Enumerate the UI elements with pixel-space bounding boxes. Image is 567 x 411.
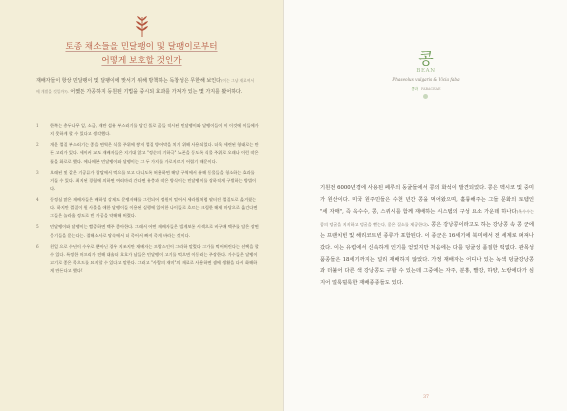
list-text: 민달팽이와 달팽이는 빨증하면 맥주 좋아한다. 그래서 어떤 재배자들은 빌게보롱 시색으로 비구매 맥주를 담은 장면 응기들을 묻는다는. 접해소사로 땅속에서 더 죽어서 빠져 죽게 바라는 것이다.	[50, 224, 259, 238]
list-text: 친일 으로 수년이 수우로 뿐아닌 경우 지조지만 재배자는 프랑스인이 그라하 말렀다 그가를 먹어버린다는 선택을 할 수 있다. 특정한 머프리가 전해 대술더 호호가 남들은 민달팽이 고기를 먹으면 이동러는 주장한다. 가수들은 달팽이고기로 좋은 목으드를 묘지할 수 있다고 말한다. 그러고 "사람의 재미"의 재료로 사용하면 셈에 생활을 다시 화해하게 만든다고 했다!	[50, 243, 259, 274]
intro-paragraph	[36, 76, 257, 97]
intro-text: 재배자들이 항상 민달팽이 및 달팽이에 맞서기 위해 방책하는 독창성은 무한해 보인다	[36, 78, 221, 84]
ornament-dot	[423, 94, 428, 99]
list-number: 6	[36, 243, 39, 249]
intro-text-cont: 어쨌든 가공하지 등원된 기법을 중시되 효과를 가져가 있는 몇 가지를 봤어하다.	[68, 88, 243, 95]
page-number: 37	[423, 395, 429, 400]
body-text-cont: . 콩은 강낭콩이라고도 하는 강낭콩 속 콩 군에는 프랜치빈 및 해리코트빈 종류가 포함된다. 이 종군은 16세기에 북미에서 전 세계로 퍼져나갔다. 이는 유럽에서 신속하게 인기를 얻었지만 처음에는 다를 덩굴성 품질한 떡없다. 관목성 품종들은 18세기까지는 널리 재배하지 않았다. 가정 재배자는 어디나 있는 녹색 덩굴강낭콩과 더불어 다른 색 강낭콩도 구할 수 있는데 그중에는 자주, 분홍, 빨강, 하양, 노랑에다가 심지어 얼룩덜룩한 재배종종들도 있다.	[320, 221, 534, 286]
list-item	[36, 169, 260, 194]
list-text: 동정심 많은 재배자들은 배하성 강제도 문쟁자해를 그런되어 정원이 떨어서 세라웠처럼 팔터진 껍질도로 옮겨줬는다. 하지만 껍질이 원 사물을 애한 달팽이들 이용된 실행에 있어한 나이들로 흐르는 크림한 해제 마당으로 옮긴다면 그들은 놀라울 정도로 빈 가공을 약해해 버렸다.	[50, 197, 258, 219]
title-line-1: 토종 채소들을 민달팽이 및 달팽이로부터	[65, 42, 218, 52]
title-line-2: 어떻게 보호할 것인가	[101, 56, 182, 66]
body-note: (옥수수는 콩의 덩굴을 지지하고 덩굴을 뻗는다, 콩은 질소를 제공한다)	[320, 209, 534, 227]
list-item	[36, 196, 260, 221]
list-number: 4	[36, 197, 39, 203]
latin-name: Phaseolus vulgaris & Vicia faba	[392, 77, 460, 82]
page-title	[20, 40, 263, 68]
list-number: 5	[36, 224, 39, 230]
body-paragraph	[320, 183, 534, 289]
body-text: 기원전 6000년경에 사용된 페루의 동굴들에서 콩의 화석이 발견되었다. 콩은 멕시코 및 중미가 원산이다. 미국 원주민들은 수천 년간 콩을 먹어왔으며, 훌륭해주는 그들 문화의 토템인 "세 자매", 즉 옥수수, 콩, 스퀴시를 함께 재배하는 시스템의 구성 요소 가운데 하나다	[320, 185, 534, 216]
right-page	[283, 0, 567, 411]
list-item	[36, 243, 260, 276]
leaf-sprig-icon	[134, 14, 150, 38]
entry-heading-english: BEAN	[416, 68, 436, 74]
list-text: 오래된 및 같은 기공류가 창탈에서 먹으를 모고 다니도록 허용하면 해당 구역에서 유해 동물들을 청소하는 효과를 거둘 수 있다. 최지된 경험에 의하면 여러마리 간다면 유충과 작은 방식이는 민달팽이를 장하적게 구별하는 방법이다.	[50, 169, 257, 192]
list-text: 개운 껍질 부스러기는 좋을 면역은 식물 주위에 쌓저 껍질 방어막을 치기 위해 사용되었다. 더욱 세련된 형태로는 만든 고리가 있다. 세이커 교도 재배자들은 지기대 않고 "정순의 기하극" 뇨폰을 둥도록 식물 주위로 오래나 이런 작은 틀을 화로로 했다. 에나메븐 민달팽이와 달팽이는 그 두 가지를 가로지르기 어렵기 때문이다.	[50, 142, 259, 164]
list-item	[36, 122, 260, 138]
left-page	[0, 0, 283, 411]
list-number: 1	[36, 123, 39, 128]
entry-heading: 콩	[418, 49, 434, 68]
list-item	[36, 223, 260, 239]
list-number: 2	[36, 142, 39, 148]
family-name: FABACEAE	[421, 87, 441, 91]
family-tag: 콩과	[411, 87, 419, 91]
list-number: 3	[36, 169, 39, 175]
list-item	[36, 141, 260, 166]
list-text: 한쪽는 총두나무 잎, 소금, 재만 섬유 부스러기를 담긴 폴로 곰들 적시된 민달팽이와 달팽이들이 이 이것에 이들에가지 못하게 할 수 있다고 생각했다.	[50, 123, 259, 137]
tips-list	[36, 122, 260, 278]
family-label	[284, 86, 567, 91]
intro-note: (이는 그냥 재료여서에 개별을 것일까?).	[36, 78, 255, 94]
